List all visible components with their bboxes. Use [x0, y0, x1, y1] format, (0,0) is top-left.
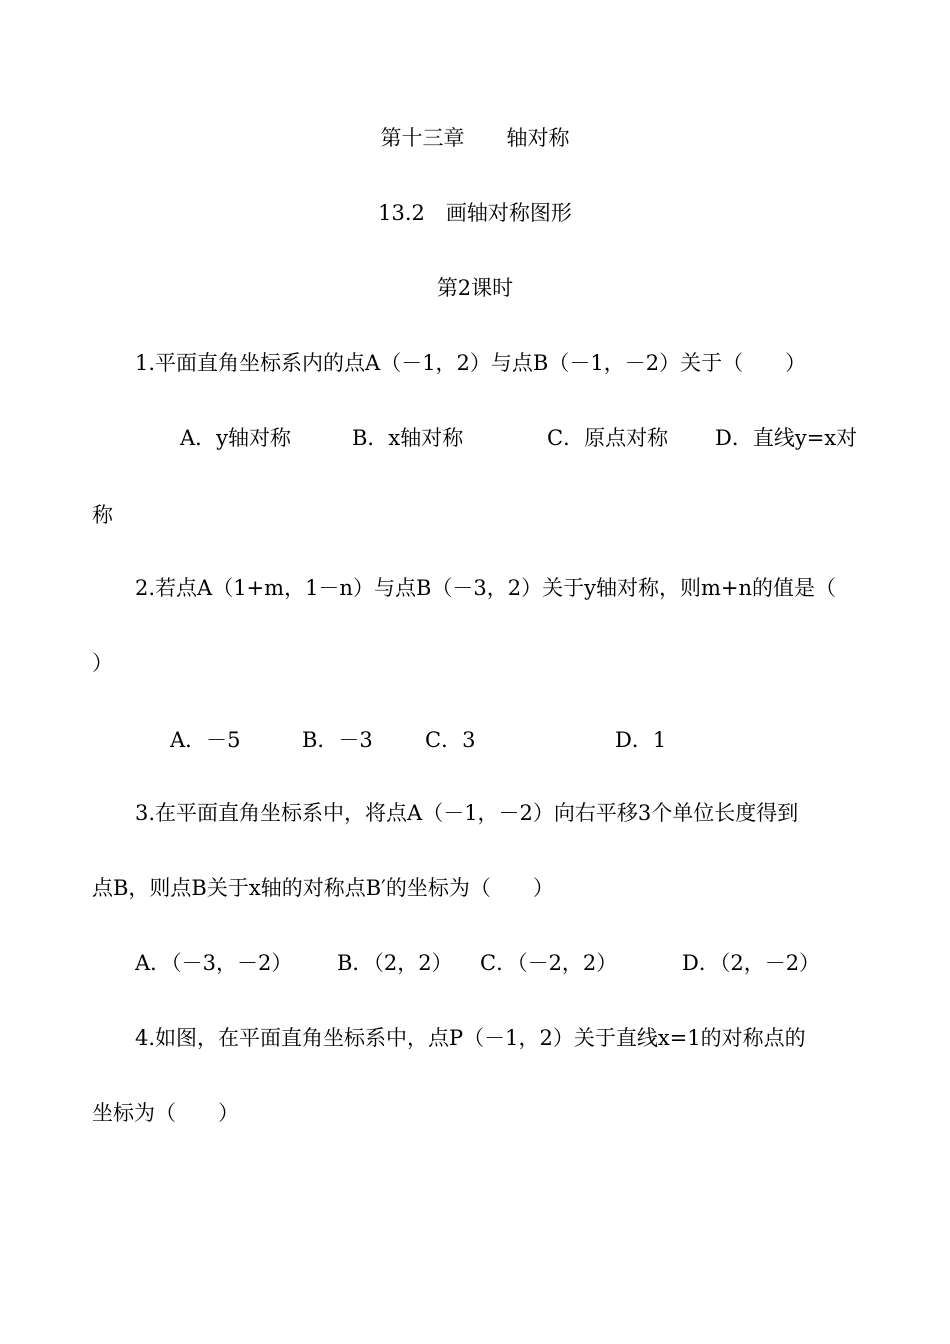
question-2-option-a: A．－5	[170, 728, 241, 752]
question-2-option-b: B．－3	[302, 728, 373, 752]
question-1-option-c: C．原点对称	[547, 426, 669, 450]
question-1-option-a: A．y轴对称	[180, 426, 292, 450]
lesson-title: 第2课时	[436, 276, 514, 300]
question-1-option-b: B．x轴对称	[352, 426, 464, 450]
question-3-stem-wrap: 点B，则点B关于x轴的对称点B′的坐标为（ ）	[92, 876, 554, 900]
question-3-option-d: D．（2，－2）	[682, 951, 821, 975]
section-title: 13.2 画轴对称图形	[378, 201, 572, 225]
question-2-stem: 2.若点A（1+m，1－n）与点B（－3，2）关于y轴对称，则m+n的值是（	[135, 576, 837, 600]
question-4-stem: 4.如图，在平面直角坐标系中，点P（－1，2）关于直线x=1的对称点的	[135, 1026, 806, 1050]
question-4-stem-wrap: 坐标为（ ）	[92, 1101, 239, 1125]
question-3-option-b: B．（2，2）	[337, 951, 453, 975]
question-2-stem-wrap: ）	[92, 651, 113, 675]
chapter-title: 第十三章 轴对称	[380, 126, 570, 150]
question-1-option-d-wrap: 称	[92, 503, 113, 527]
question-1-stem: 1.平面直角坐标系内的点A（－1，2）与点B（－1，－2）关于（ ）	[135, 351, 807, 375]
question-1-option-d: D．直线y=x对	[715, 426, 858, 450]
question-3-option-a: A．（－3，－2）	[135, 951, 293, 975]
question-2-option-d: D．1	[615, 728, 667, 752]
question-3-stem: 3.在平面直角坐标系中，将点A（－1，－2）向右平移3个单位长度得到	[135, 801, 799, 825]
question-3-option-c: C．（－2，2）	[480, 951, 618, 975]
question-2-option-c: C．3	[425, 728, 476, 752]
